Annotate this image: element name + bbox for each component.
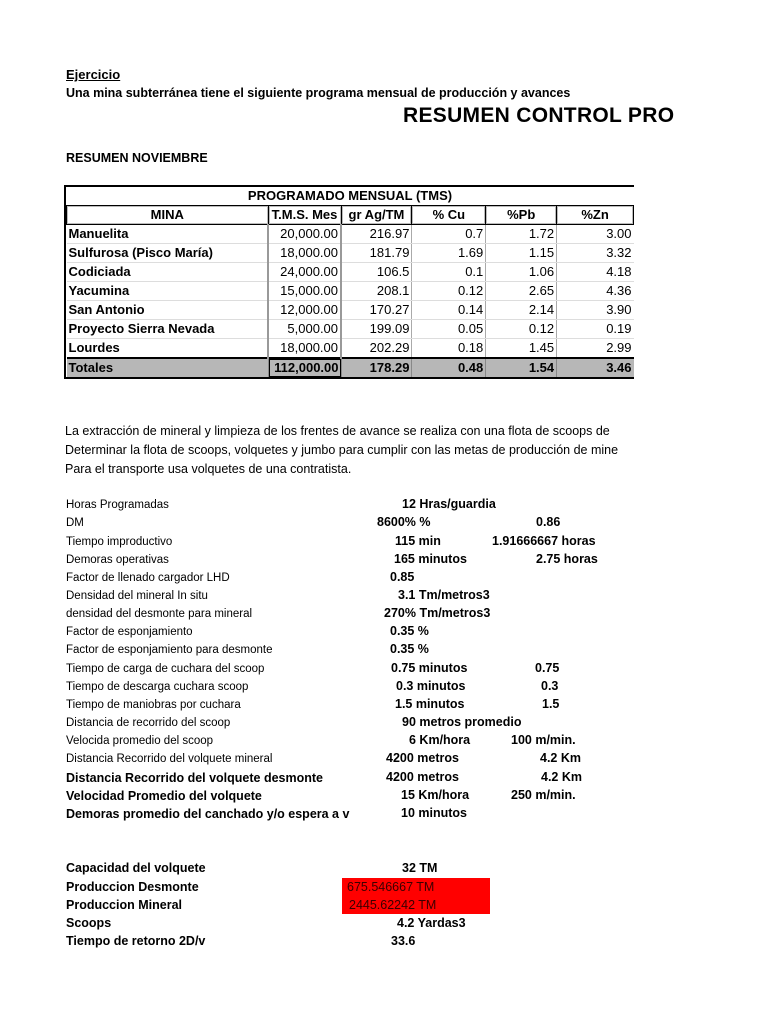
result-label: Capacidad del volquete: [66, 861, 206, 875]
result-label: Tiempo de retorno 2D/v: [66, 934, 206, 948]
summary-label: RESUMEN NOVIEMBRE: [66, 151, 208, 165]
description-block: [0, 420, 632, 482]
table-cell: 202.29: [341, 339, 412, 359]
parameter-converted-value: 1.91666667 horas: [492, 534, 596, 548]
table-cell: 20,000.00: [268, 225, 341, 244]
parameter-converted-value: 0.3: [541, 679, 559, 693]
table-cell: 12,000.00: [268, 301, 341, 320]
result-label: Produccion Mineral: [66, 898, 182, 912]
parameter-value: 0.35 %: [390, 624, 429, 638]
parameter-value: 1.5 minutos: [395, 697, 465, 711]
parameter-label: Factor de esponjamiento: [66, 626, 193, 638]
table-cell: 3.00: [557, 225, 634, 244]
parameter-value: 0.75 minutos: [391, 661, 468, 675]
parameter-value: 4200 metros: [386, 751, 459, 765]
page-title: RESUMEN CONTROL PRO: [403, 104, 675, 127]
table-row: [67, 244, 634, 263]
column-header: %Pb: [486, 206, 557, 225]
table-cell: 0.19: [557, 320, 634, 339]
parameter-value: 165 minutos: [394, 552, 467, 566]
table-cell: 0.12: [486, 320, 557, 339]
mine-name: Yacumina: [67, 282, 269, 301]
table-cell: 0.12: [412, 282, 486, 301]
table-cell: 216.97: [341, 225, 412, 244]
table-cell: 0.18: [412, 339, 486, 359]
parameter-label: Distancia de recorrido del scoop: [66, 717, 231, 729]
result-label: Produccion Desmonte: [66, 880, 199, 894]
parameter-label: Tiempo de descarga cuchara scoop: [66, 681, 249, 693]
parameter-value: 0.3 minutos: [396, 679, 466, 693]
table-cell: 1.06: [486, 263, 557, 282]
table-cell: 0.48: [412, 358, 486, 377]
table-cell: 178.29: [341, 358, 412, 377]
parameter-label: Velocida promedio del scoop: [66, 735, 214, 747]
parameter-label: Distancia Recorrido del volquete desmonte: [66, 771, 324, 785]
mine-name: San Antonio: [67, 301, 269, 320]
table-cell: 2.14: [486, 301, 557, 320]
parameter-label: Distancia Recorrido del volquete mineral: [66, 753, 273, 765]
totals-row: [67, 358, 634, 377]
parameter-converted-value: 0.86: [536, 515, 561, 529]
parameter-value: 8600% %: [377, 515, 431, 529]
table-cell: 5,000.00: [268, 320, 341, 339]
parameter-converted-value: 1.5: [542, 697, 560, 711]
mine-name: Sulfurosa (Pisco María): [67, 244, 269, 263]
result-label: Scoops: [66, 916, 112, 930]
table-row: [67, 320, 634, 339]
table-row: [67, 225, 634, 244]
column-header: T.M.S. Mes: [268, 206, 341, 225]
table-cell: 4.18: [557, 263, 634, 282]
table-caption: PROGRAMADO MENSUAL (TMS): [67, 187, 634, 206]
parameter-value: 0.85: [390, 570, 415, 584]
parameter-value: 0.35 %: [390, 642, 429, 656]
parameter-converted-value: 4.2 Km: [541, 770, 582, 784]
mine-name: Lourdes: [67, 339, 269, 359]
parameter-value: 15 Km/hora: [401, 788, 470, 802]
table-cell: 199.09: [341, 320, 412, 339]
table-cell: 170.27: [341, 301, 412, 320]
table-cell: 208.1: [341, 282, 412, 301]
parameter-label: densidad del desmonte para mineral: [66, 608, 253, 620]
table-cell: 2.65: [486, 282, 557, 301]
column-header: MINA: [67, 206, 269, 225]
parameter-label: Tiempo de maniobras por cuchara: [66, 699, 241, 711]
table-cell: 3.46: [557, 358, 634, 377]
mine-name: Codiciada: [67, 263, 269, 282]
table-cell: 24,000.00: [268, 263, 341, 282]
parameter-label: Densidad del mineral In situ: [66, 590, 208, 602]
result-value: 2445.62242 TM: [349, 898, 437, 912]
table-row: [67, 301, 634, 320]
table-cell: 0.05: [412, 320, 486, 339]
table-row: [67, 282, 634, 301]
parameter-converted-value: 0.75: [535, 661, 560, 675]
table-cell: 4.36: [557, 282, 634, 301]
column-header: %Zn: [557, 206, 634, 225]
parameter-label: Tiempo de carga de cuchara del scoop: [66, 663, 265, 675]
intro-text: Una mina subterránea tiene el siguiente programa mensual de producción y avances: [66, 86, 571, 100]
parameter-label: Velocidad Promedio del volquete: [66, 789, 262, 803]
parameter-value: 6 Km/hora: [409, 733, 471, 747]
table-cell: 18,000.00: [268, 339, 341, 359]
parameter-converted-value: 100 m/min.: [511, 733, 576, 747]
totals-label: Totales: [67, 358, 269, 377]
parameter-converted-value: 4.2 Km: [540, 751, 581, 765]
parameter-label: Horas Programadas: [66, 499, 169, 511]
description-line: La extracción de mineral y limpieza de los frentes de avance se realiza con una flota de scoops de: [65, 424, 610, 438]
parameter-value: 4200 metros: [386, 770, 459, 784]
table-cell: 3.90: [557, 301, 634, 320]
parameter-converted-value: 250 m/min.: [511, 788, 576, 802]
mine-name: Manuelita: [67, 225, 269, 244]
exercise-title: Ejercicio: [66, 67, 121, 82]
production-table: [64, 185, 634, 379]
table-cell: 106.5: [341, 263, 412, 282]
table-row: [67, 263, 634, 282]
table-cell: 1.15: [486, 244, 557, 263]
mine-name: Proyecto Sierra Nevada: [67, 320, 269, 339]
parameter-value: 115 min: [395, 534, 441, 548]
column-header: % Cu: [412, 206, 486, 225]
result-value: 32 TM: [402, 861, 438, 875]
result-value: 675.546667 TM: [347, 880, 435, 894]
table-cell: 1.69: [412, 244, 486, 263]
description-line: Determinar la flota de scoops, volquetes y jumbo para cumplir con las metas de producción de mine: [65, 443, 619, 457]
parameter-converted-value: 2.75 horas: [536, 552, 598, 566]
description-line: Para el transporte usa volquetes de una contratista.: [65, 462, 352, 476]
parameter-label: Factor de llenado cargador LHD: [66, 572, 230, 584]
table-cell: 0.14: [412, 301, 486, 320]
parameter-value: 90 metros promedio: [402, 715, 522, 729]
parameter-value: 10 minutos: [401, 806, 467, 820]
table-row: [67, 339, 634, 359]
table-cell: 0.1: [412, 263, 486, 282]
table-cell: 1.72: [486, 225, 557, 244]
table-cell: 15,000.00: [268, 282, 341, 301]
column-header: gr Ag/TM: [341, 206, 412, 225]
table-cell: 3.32: [557, 244, 634, 263]
table-cell: 1.54: [486, 358, 557, 377]
parameter-label: DM: [66, 517, 84, 529]
parameter-value: 270% Tm/metros3: [384, 606, 491, 620]
parameter-label: Factor de esponjamiento para desmonte: [66, 644, 273, 656]
result-value: 4.2 Yardas3: [397, 916, 466, 930]
parameter-label: Demoras operativas: [66, 554, 169, 566]
table-cell: 0.7: [412, 225, 486, 244]
table-cell: 181.79: [341, 244, 412, 263]
table-cell: 2.99: [557, 339, 634, 359]
table-cell: 112,000.00: [268, 358, 341, 377]
parameter-value: 3.1 Tm/metros3: [398, 588, 490, 602]
result-value: 33.6: [391, 934, 416, 948]
table-cell: 18,000.00: [268, 244, 341, 263]
parameter-value: 12 Hras/guardia: [402, 497, 496, 511]
parameter-label: Demoras promedio del canchado y/o espera a v: [66, 807, 350, 821]
parameter-label: Tiempo improductivo: [66, 536, 173, 548]
table-cell: 1.45: [486, 339, 557, 359]
